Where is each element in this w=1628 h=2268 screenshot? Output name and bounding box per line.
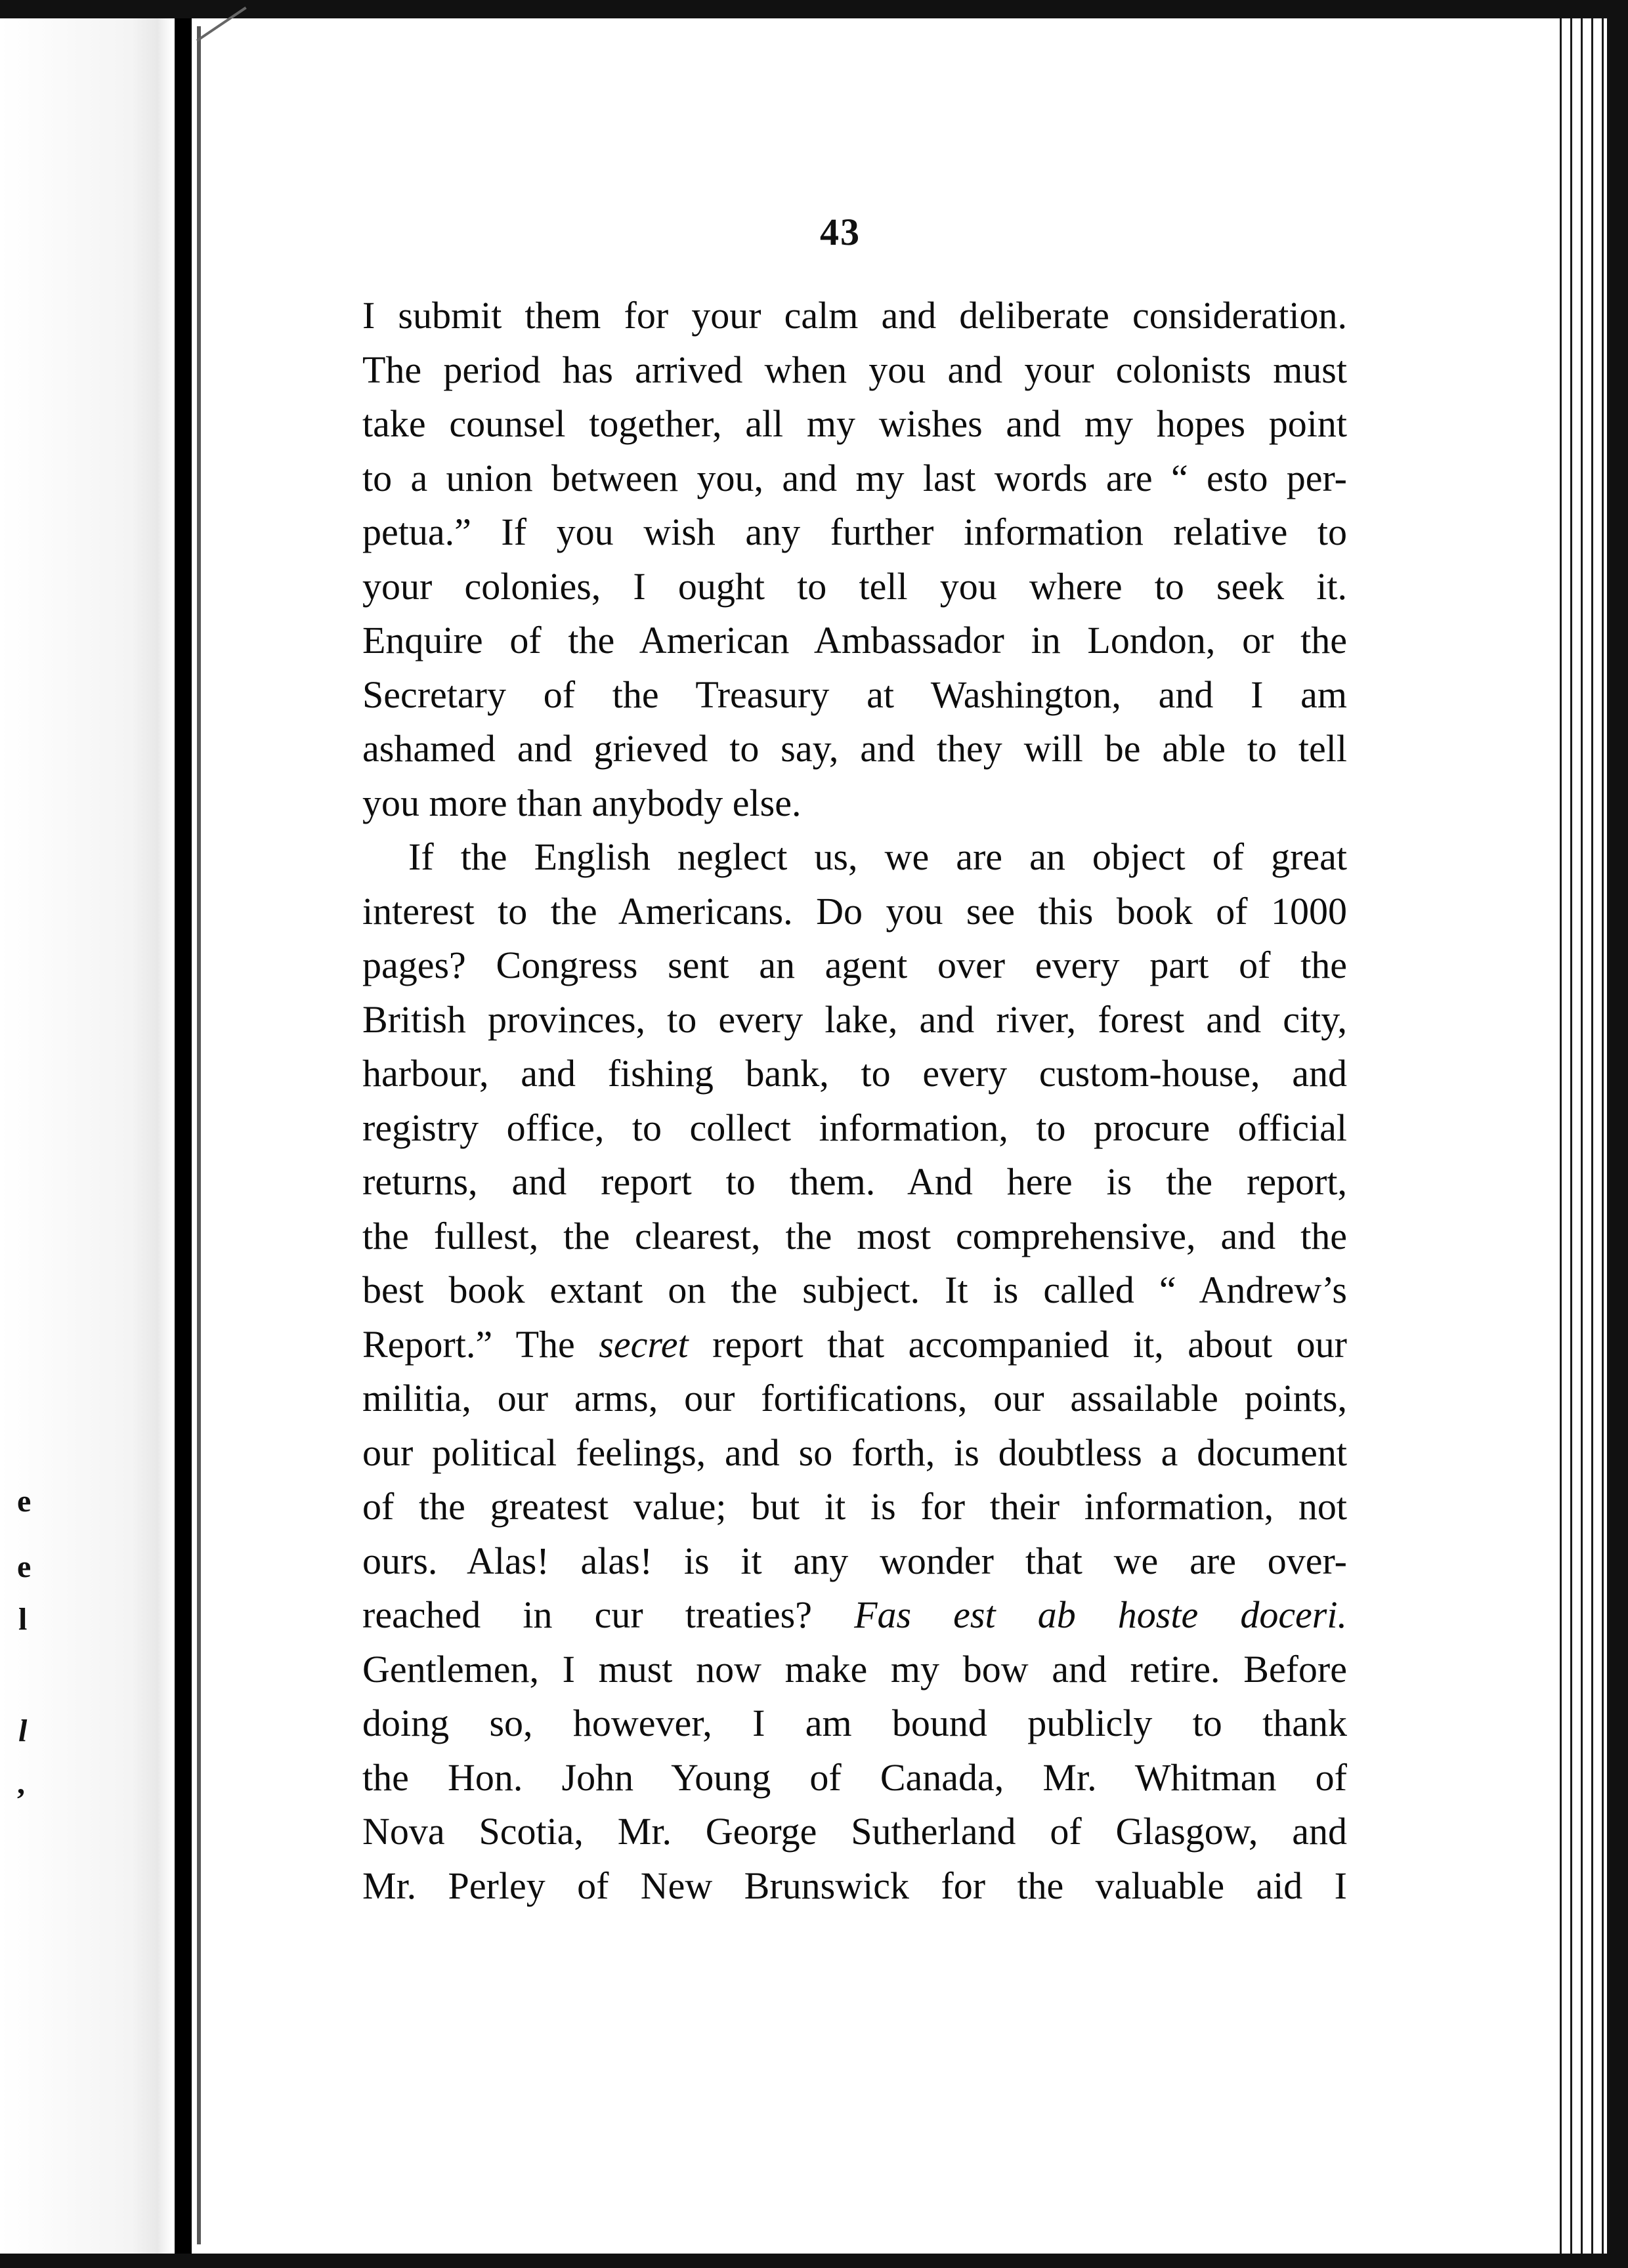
text-line: returns, and report to them. And here is the report,: [362, 1160, 1347, 1203]
text-line: your colonies, I ought to tell you where to seek it.: [362, 564, 1347, 608]
text-line: pages? Congress sent an agent over every part of the: [362, 944, 1347, 986]
text-line: petua.” If you wish any further information relative to: [362, 511, 1347, 553]
text-line: the fullest, the clearest, the most comprehensive, and the: [362, 1214, 1347, 1257]
text-run: reached in cur treaties?: [362, 1593, 855, 1636]
text-line: the Hon. John Young of Canada, Mr. Whitman of: [362, 1755, 1347, 1799]
text-line: Enquire of the American Ambassador in London, or the: [362, 619, 1347, 662]
text-line: of the greatest value; but it is for their information, not: [362, 1485, 1347, 1528]
facing-page-edge: [0, 18, 197, 2254]
page-number: 43: [820, 211, 861, 253]
text-line: doing so, however, I am bound publicly to thank: [362, 1702, 1347, 1744]
margin-letter: e: [17, 1549, 32, 1584]
italic-word: secret: [599, 1322, 689, 1366]
text-line: take counsel together, all my wishes and my hopes point: [362, 402, 1347, 445]
binding-gutter: [175, 18, 192, 2254]
binding-shadow: [197, 26, 201, 2244]
text-line: to a union between you, and my last words are “ esto per-: [362, 456, 1347, 499]
paragraph-start-line: If the English neglect us, we are an object of great: [408, 835, 1347, 878]
margin-letter: e: [17, 1484, 32, 1519]
page-body-text: [362, 289, 1347, 1913]
text-line: registry office, to collect information, to procure official: [362, 1106, 1347, 1149]
latin-quotation: Fas est ab hoste doceri.: [854, 1593, 1347, 1636]
text-line: militia, our arms, our fortifications, our assailable points,: [362, 1377, 1347, 1419]
text-line: ours. Alas! alas! is it any wonder that we are over-: [362, 1539, 1347, 1582]
text-line-with-italic: [362, 1318, 1347, 1372]
text-line: harbour, and fishing bank, to every custom-house, and: [362, 1052, 1347, 1095]
margin-letter: ,: [17, 1766, 25, 1801]
text-line: The period has arrived when you and your colonists must: [362, 348, 1347, 391]
scan-border-right: [1607, 18, 1628, 2254]
text-run: report that accompanied it, about our: [688, 1322, 1347, 1366]
text-line: Mr. Perley of New Brunswick for the valuable aid I: [362, 1864, 1347, 1907]
text-line: Gentlemen, I must now make my bow and retire. Before: [362, 1647, 1347, 1690]
text-line: our political feelings, and so forth, is doubtless a document: [362, 1431, 1347, 1474]
text-line: interest to the Americans. Do you see this book of 1000: [362, 889, 1347, 933]
margin-letter: l: [18, 1713, 28, 1748]
scan-border-bottom: [0, 2254, 1628, 2268]
text-line: ashamed and grieved to say, and they will be able to tell: [362, 727, 1347, 770]
text-line: Secretary of the Treasury at Washington, and I am: [362, 673, 1347, 716]
margin-letter: l: [18, 1602, 28, 1637]
text-line: I submit them for your calm and deliberate consideration.: [362, 294, 1347, 337]
text-line: British provinces, to every lake, and river, forest and city,: [362, 998, 1347, 1041]
text-line: Nova Scotia, Mr. George Sutherland of Glasgow, and: [362, 1810, 1347, 1853]
text-line-with-latin: [362, 1588, 1347, 1643]
text-run: Report.” The: [362, 1322, 599, 1366]
paragraph-end-line: you more than anybody else.: [362, 781, 802, 824]
text-line: best book extant on the subject. It is called “ Andrew’s: [362, 1269, 1347, 1311]
